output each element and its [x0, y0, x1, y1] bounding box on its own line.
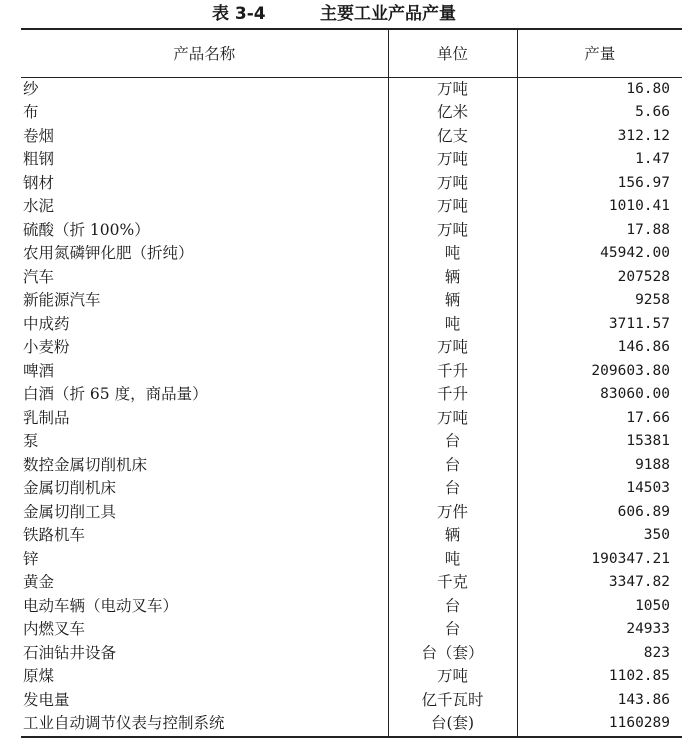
output-value-cell: 1050	[517, 595, 682, 619]
output-value-cell: 1160289	[517, 712, 682, 737]
output-value-cell: 1102.85	[517, 665, 682, 689]
output-value-cell: 3711.57	[517, 313, 682, 337]
output-value-cell: 9258	[517, 289, 682, 313]
output-value-cell: 17.66	[517, 407, 682, 431]
product-name-cell: 电动车辆（电动叉车）	[23, 596, 179, 615]
product-name-cell: 啤酒	[23, 361, 55, 380]
unit-cell: 万吨	[388, 172, 517, 196]
table-row	[21, 430, 682, 454]
header-unit: 单位	[388, 29, 517, 77]
table-row	[21, 101, 682, 125]
table-row	[21, 642, 682, 666]
product-name-cell: 铁路机车	[23, 526, 86, 544]
product-name-cell: 布	[23, 103, 39, 121]
unit-cell: 千升	[388, 360, 517, 384]
product-name-cell: 白酒（折 65 度，商品量）	[23, 385, 208, 403]
table-row	[21, 548, 682, 572]
unit-cell: 台	[388, 454, 517, 478]
table-row	[21, 219, 682, 243]
table-row	[21, 313, 682, 337]
product-name-cell: 金属切削工具	[23, 502, 117, 521]
output-value-cell: 5.66	[517, 101, 682, 125]
product-name-cell: 卷烟	[23, 126, 55, 145]
output-value-cell: 83060.00	[517, 383, 682, 407]
output-value-cell: 823	[517, 642, 682, 666]
product-name-cell: 粗钢	[23, 150, 55, 168]
output-value-cell: 146.86	[517, 336, 682, 360]
unit-cell: 千升	[388, 383, 517, 407]
output-value-cell: 16.80	[517, 77, 682, 101]
output-value-cell: 3347.82	[517, 571, 682, 595]
product-name-cell: 钢材	[23, 173, 55, 192]
table-row	[21, 242, 682, 266]
output-value-cell: 24933	[517, 618, 682, 642]
product-name-cell: 内燃叉车	[23, 620, 86, 638]
unit-cell: 万吨	[388, 195, 517, 219]
product-name-cell: 硫酸（折 100%）	[23, 220, 150, 239]
product-name-cell: 纱	[23, 79, 39, 98]
output-value-cell: 209603.80	[517, 360, 682, 384]
output-value-cell: 156.97	[517, 172, 682, 196]
unit-cell: 辆	[388, 524, 517, 548]
unit-cell: 吨	[388, 548, 517, 572]
unit-cell: 辆	[388, 289, 517, 313]
product-name-cell: 数控金属切削机床	[23, 455, 148, 474]
output-value-cell: 312.12	[517, 125, 682, 149]
output-value-cell: 17.88	[517, 219, 682, 243]
unit-cell: 台	[388, 595, 517, 619]
unit-cell: 吨	[388, 313, 517, 337]
output-value-cell: 190347.21	[517, 548, 682, 572]
table-number: 表 3-4	[212, 4, 266, 24]
table-row	[21, 689, 682, 713]
table-header	[21, 29, 682, 77]
unit-cell: 台(套)	[388, 712, 517, 737]
unit-cell: 台	[388, 430, 517, 454]
unit-cell: 台（套）	[388, 642, 517, 666]
table-row	[21, 595, 682, 619]
unit-cell: 万件	[388, 501, 517, 525]
product-name-cell: 金属切削机床	[23, 479, 117, 497]
table-row	[21, 125, 682, 149]
unit-cell: 吨	[388, 242, 517, 266]
product-name-cell: 水泥	[23, 197, 55, 215]
output-value-cell: 207528	[517, 266, 682, 290]
product-name-cell: 中成药	[23, 314, 70, 333]
unit-cell: 千克	[388, 571, 517, 595]
table-body	[21, 77, 682, 737]
header-output: 产量	[517, 29, 682, 77]
table-row	[21, 360, 682, 384]
output-value-cell: 14503	[517, 477, 682, 501]
table-row	[21, 336, 682, 360]
output-value-cell: 15381	[517, 430, 682, 454]
unit-cell: 万吨	[388, 77, 517, 101]
output-value-cell: 45942.00	[517, 242, 682, 266]
unit-cell: 万吨	[388, 336, 517, 360]
table-row	[21, 148, 682, 172]
unit-cell: 万吨	[388, 407, 517, 431]
unit-cell: 台	[388, 477, 517, 501]
table-row	[21, 501, 682, 525]
table-row	[21, 477, 682, 501]
table-row	[21, 712, 682, 737]
table-row	[21, 665, 682, 689]
table-row	[21, 383, 682, 407]
product-name-cell: 乳制品	[23, 408, 70, 427]
table-title: 主要工业产品产量	[320, 4, 456, 24]
header-row	[21, 29, 682, 77]
table-row	[21, 195, 682, 219]
output-value-cell: 350	[517, 524, 682, 548]
output-value-cell: 1010.41	[517, 195, 682, 219]
unit-cell: 万吨	[388, 148, 517, 172]
product-name-cell: 原煤	[23, 667, 55, 685]
output-value-cell: 606.89	[517, 501, 682, 525]
product-name-cell: 石油钻井设备	[23, 643, 117, 662]
unit-cell: 亿支	[388, 125, 517, 149]
product-name-cell: 泵	[23, 432, 39, 450]
table-row	[21, 524, 682, 548]
table-caption	[0, 2, 700, 26]
output-value-cell: 9188	[517, 454, 682, 478]
unit-cell: 辆	[388, 266, 517, 290]
table-row	[21, 571, 682, 595]
product-name-cell: 汽车	[23, 267, 55, 286]
output-value-cell: 143.86	[517, 689, 682, 713]
product-name-cell: 新能源汽车	[23, 291, 101, 309]
product-name-cell: 小麦粉	[23, 338, 70, 356]
industrial-output-table	[21, 28, 682, 738]
table-row	[21, 618, 682, 642]
product-name-cell: 锌	[23, 549, 39, 568]
product-name-cell: 农用氮磷钾化肥（折纯）	[23, 244, 194, 262]
table-row	[21, 266, 682, 290]
header-product: 产品名称	[173, 45, 236, 64]
table-row	[21, 289, 682, 313]
output-value-cell: 1.47	[517, 148, 682, 172]
unit-cell: 万吨	[388, 665, 517, 689]
unit-cell: 亿千瓦时	[388, 689, 517, 713]
unit-cell: 台	[388, 618, 517, 642]
table-row	[21, 172, 682, 196]
unit-cell: 亿米	[388, 101, 517, 125]
table-row	[21, 407, 682, 431]
table-row	[21, 77, 682, 101]
table-row	[21, 454, 682, 478]
product-name-cell: 黄金	[23, 573, 55, 591]
product-name-cell: 工业自动调节仪表与控制系统	[23, 714, 225, 732]
product-name-cell: 发电量	[23, 690, 70, 709]
unit-cell: 万吨	[388, 219, 517, 243]
